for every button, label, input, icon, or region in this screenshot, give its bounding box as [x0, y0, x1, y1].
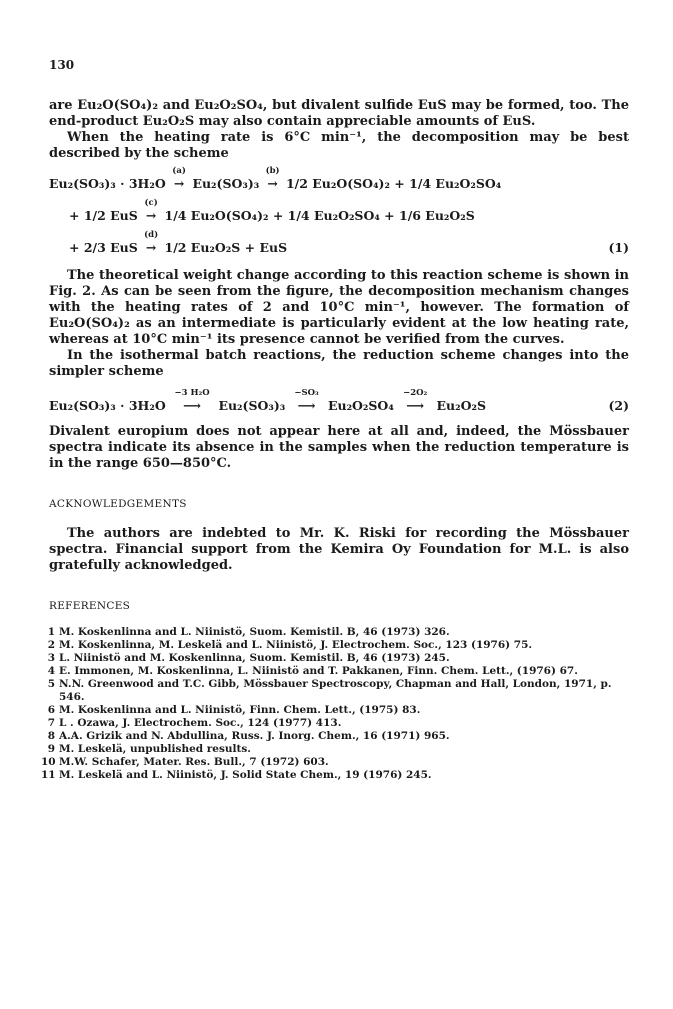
- arrow-label-b: (b): [265, 166, 280, 176]
- eq2-oxysulfate: Eu₂O₂SO₄: [327, 398, 394, 413]
- reference-text: E. Immonen, M. Koskenlinna, L. Niinistö and T. Pakkanen, Finn. Chem. Lett., (1976) 67.: [59, 665, 578, 677]
- reference-number: 3: [47, 652, 55, 664]
- equation-number-1: (1): [608, 240, 629, 255]
- reference-item: [49, 639, 629, 652]
- reaction-arrow-1: −3 H₂O ⟶: [170, 398, 214, 413]
- eq1-line3-left: + 2/3 EuS: [69, 240, 138, 255]
- eq1-products-b: 1/2 Eu₂O(SO₄)₂ + 1/4 Eu₂O₂SO₄: [285, 176, 502, 191]
- equation-number-2: (2): [608, 398, 629, 413]
- reference-number: 2: [47, 639, 55, 651]
- reference-number: 11: [41, 769, 56, 781]
- eq1-reactant: Eu₂(SO₃)₃ · 3H₂O: [49, 176, 166, 191]
- reference-number: 5: [47, 678, 55, 690]
- arrow-label-d: (d): [144, 230, 159, 240]
- reference-text: M.W. Schafer, Mater. Res. Bull., 7 (1972) 603.: [59, 756, 329, 768]
- reference-text: N.N. Greenwood and T.C. Gibb, Mössbauer Spectroscopy, Chapman and Hall, London, 1971, p. 546.: [59, 678, 612, 703]
- reference-item: [49, 665, 629, 678]
- reference-number: 7: [47, 717, 55, 729]
- paragraph-heating-rate: When the heating rate is 6°C min⁻¹, the decomposition may be best described by the scheme: [49, 130, 629, 161]
- paragraph-isothermal: In the isothermal batch reactions, the reduction scheme changes into the simpler scheme: [49, 348, 629, 379]
- reference-item: [49, 626, 629, 639]
- eq2-reactant: Eu₂(SO₃)₃ · 3H₂O: [49, 398, 166, 413]
- reference-text: M. Leskelä, unpublished results.: [59, 743, 251, 755]
- reaction-arrow-d: (d) →: [144, 230, 159, 255]
- arrow-label-3: −2O₂: [403, 388, 428, 398]
- reference-number: 10: [41, 756, 56, 768]
- reference-number: 9: [47, 743, 55, 755]
- page-number: 130: [49, 58, 75, 72]
- reference-item: [41, 756, 629, 769]
- reference-number: 8: [47, 730, 55, 742]
- acknowledgements-text: The authors are indebted to Mr. K. Riski for recording the Mössbauer spectra. Financial support from the Kemira Oy Foundation for M.L. is also gratefully acknowledged.: [49, 526, 629, 573]
- paragraph-intermediates: are Eu₂O(SO₄)₂ and Eu₂O₂SO₄, but divalent sulfide EuS may be formed, too. The end-product Eu₂O₂S may also contain appreciable amounts of EuS.: [49, 98, 629, 129]
- reference-item: [49, 717, 629, 730]
- eq1-products-d: 1/2 Eu₂O₂S + EuS: [164, 240, 288, 255]
- equation-1-line-1: [49, 166, 629, 192]
- page: [41, 58, 629, 782]
- reaction-arrow-a: (a) →: [170, 176, 188, 191]
- eq1-products-c: 1/4 Eu₂O(SO₄)₂ + 1/4 Eu₂O₂SO₄ + 1/6 Eu₂O₂S: [164, 208, 475, 223]
- reference-text: M. Koskenlinna and L. Niinistö, Finn. Chem. Lett., (1975) 83.: [59, 704, 421, 716]
- reference-item: [49, 730, 629, 743]
- acknowledgements-heading: ACKNOWLEDGEMENTS: [49, 498, 187, 510]
- eq2-oxysulfide: Eu₂O₂S: [436, 398, 487, 413]
- paragraph-divalent-europium: Divalent europium does not appear here at all and, indeed, the Mössbauer spectra indicate its absence in the samples when the reduction temperature is in the range 650—850°C.: [49, 424, 629, 471]
- eq1-line2-left: + 1/2 EuS: [69, 208, 138, 223]
- reference-text: M. Leskelä and L. Niinistö, J. Solid State Chem., 19 (1976) 245.: [59, 769, 432, 781]
- reference-number: 4: [47, 665, 55, 677]
- references-heading: REFERENCES: [49, 600, 131, 612]
- reaction-arrow-3: −2O₂ ⟶: [398, 398, 432, 413]
- arrow-label-a: (a): [172, 166, 186, 176]
- reference-text: L . Ozawa, J. Electrochem. Soc., 124 (1977) 413.: [59, 717, 342, 729]
- eq1-intermediate: Eu₂(SO₃)₃: [192, 176, 260, 191]
- reference-text: M. Koskenlinna and L. Niinistö, Suom. Kemistil. B, 46 (1973) 326.: [59, 626, 450, 638]
- paragraph-weight-change: The theoretical weight change according to this reaction scheme is shown in Fig. 2. As can be seen from the figure, the decomposition mechanism changes with the heating rates of 2 and 10°C min⁻¹, however. The formation of Eu₂O(SO₄)₂ as an intermediate is particularly evident at the low heating rate, whereas at 10°C min⁻¹ its presence cannot be verified from the curves.: [49, 268, 629, 347]
- reference-text: M. Koskenlinna, M. Leskelä and L. Niinistö, J. Electrochem. Soc., 123 (1976) 75.: [59, 639, 533, 651]
- reference-item: [49, 678, 629, 704]
- arrow-label-2: −SO₃: [294, 388, 319, 398]
- reference-number: 1: [47, 626, 55, 638]
- reference-item: [49, 743, 629, 756]
- equation-1-line-3: [49, 230, 629, 256]
- reaction-arrow-2: −SO₃ ⟶: [290, 398, 324, 413]
- reference-list: [41, 626, 629, 782]
- reaction-arrow-c: (c) →: [142, 208, 160, 223]
- reference-text: L. Niinistö and M. Koskenlinna, Suom. Kemistil. B, 46 (1973) 245.: [59, 652, 450, 664]
- arrow-label-c: (c): [144, 198, 158, 208]
- equation-1-line-2: [49, 198, 629, 224]
- reference-item: [41, 769, 629, 782]
- reaction-arrow-b: (b) →: [265, 166, 280, 191]
- equation-2: [49, 388, 629, 414]
- arrow-label-1: −3 H₂O: [174, 388, 210, 398]
- reference-text: A.A. Grizik and N. Abdullina, Russ. J. Inorg. Chem., 16 (1971) 965.: [59, 730, 450, 742]
- reference-number: 6: [47, 704, 55, 716]
- reference-item: [49, 652, 629, 665]
- reference-item: [49, 704, 629, 717]
- eq2-sulfite: Eu₂(SO₃)₃: [218, 398, 286, 413]
